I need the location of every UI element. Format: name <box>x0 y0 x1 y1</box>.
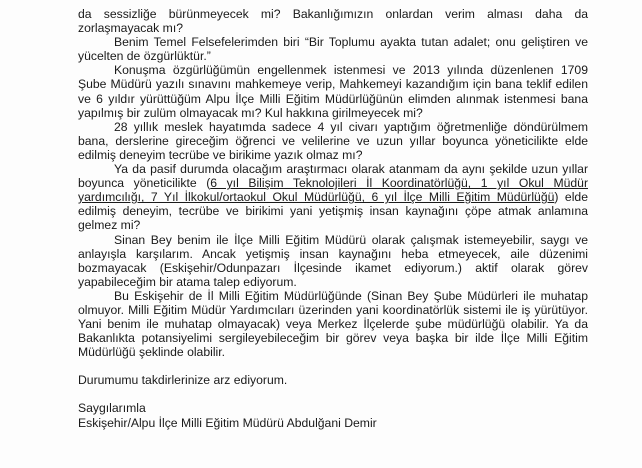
closing-line: Durumumu takdirlerinize arz ediyorum. <box>78 373 288 388</box>
paragraph-2: Benim Temel Felsefelerimden biri “Bir Toplumu ayakta tutan adalet; onu geliştiren ve yücelten de özgürlüktür.” <box>78 35 588 64</box>
paragraph-5-end: ) elde edilmiş deneyim, tecrübe ve birikimi yani yetişmiş insan kaynağını çöpe atmak anlamına gelmez mi? <box>78 190 588 233</box>
paragraph-1: da sessizliğe bürünmeyecek mi? Bakanlığımızın onlardan verim alması daha da zorlaşmayacak mı? <box>78 7 588 36</box>
paragraph-7: Bu Eskişehir de İl Milli Eğitim Müdürlüğünde (Sinan Bey Şube Müdürleri ile muhatap olmuyor. Milli Eğitim Müdür Yardımcıları üzerinden yani koordinatörlük sistemi ile iş yürütüyor. Yani benim ile muhatap olmayacak) veya Merkez İlçelerde şube müdürlüğü olabilir. Ya da Bakanlıkta potansiyelimi sergileyebileceğim bir görev veya başka bir ilde İlçe Milli Eğitim Müdürlüğü şeklinde olabilir. <box>78 288 588 360</box>
paragraph-6: Sinan Bey benim ile İlçe Milli Eğitim Müdürü olarak çalışmak istemeyebilir, saygı ve anlayışla karşılarım. Ancak yetişmiş insan kaynağını heba etmeyecek, aile düzenimi bozmayacak (Eskişehir/Odunpazarı İlçesinde ikamet ediyorum.) aktif olarak görev yapabileceğim bir atama talep ediyorum. <box>78 232 588 289</box>
paragraph-5-underlined: 6 yıl Bilişim Teknolojileri İl Koordinatörlüğü, 1 yıl Okul Müdür yardımcılığı, 7 Yıl İlkokul/ortaokul Okul Müdürlüğü, 6 yıl İlçe Milli Eğitim Müdürlüğü <box>78 176 588 205</box>
paragraph-3: Konuşma özgürlüğümün engellenmek istenmesi ve 2013 yılında düzenlenen 1709 Şube Müdürü yazılı sınavını mahkemeye verip, Mahkemeyi kazandığım için bana teklif edilen ve 6 yıldır yürüttüğüm Alpu İlçe Milli Eğitim Müdürlüğünün elimden alınmak istenmesi bana yapılmış bir zulüm olmayacak mı? Kul hakkına girilmeyecek mi? <box>78 63 588 120</box>
letter-body <box>78 7 588 430</box>
paragraph-5-intro: Ya da pasif durumda olacağım araştırmacı olarak atanmam da aynı şekilde uzun yıllar boyunca yöneticilikte ( <box>78 162 588 191</box>
signature-line: Eskişehir/Alpu İlçe Milli Eğitim Müdürü Abdulğani Demir <box>78 415 377 430</box>
paragraph-5 <box>78 162 588 232</box>
salutation: Saygılarımla <box>78 401 146 416</box>
paragraph-4: 28 yıllık meslek hayatımda sadece 4 yıl civarı yaptığım öğretmenliğe döndürülmem bana, derslerine gireceğim öğrenci ve velilerine ve uzun yıllar boyunca yöneticilikte elde edilmiş deneyim tecrübe ve birikime yazık olmaz mı? <box>78 119 588 162</box>
